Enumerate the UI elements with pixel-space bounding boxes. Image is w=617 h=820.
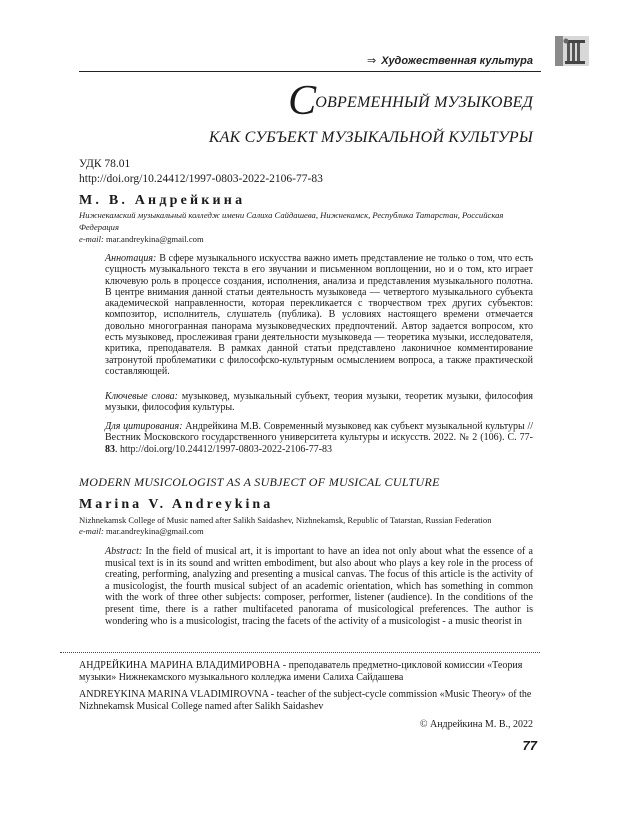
citation-doi: . http://doi.org/10.24412/1997-0803-2022-2106-77-83 — [115, 443, 333, 455]
journal-logo-icon — [555, 34, 589, 68]
doi-link[interactable]: http://doi.org/10.24412/1997-0803-2022-2106-77-83 — [79, 173, 323, 185]
section-title — [367, 54, 533, 67]
page-number: 77 — [522, 738, 537, 753]
author-affiliation-ru: Нижнекамский музыкальный колледж имени Салиха Сайдашева, Нижнекамск, Республика Татарстан, Российская Федерация — [79, 210, 504, 232]
citation-ru — [105, 421, 533, 455]
running-header — [79, 52, 541, 72]
citation-text: Андрейкина М.В. Современный музыковед как субъект музыкальной культуры // Вестник Московского государственного университета культуры и искусств. 2022. № 2 (106). С. 77- — [105, 421, 533, 444]
footnote-ru: АНДРЕЙКИНА МАРИНА ВЛАДИМИРОВНА - преподаватель предметно-цикловой комиссии «Теория музыки» Нижнекамского музыкального колледжа имени Салиха Сайдашева — [79, 660, 523, 683]
article-title-en: MODERN MUSICOLOGIST AS A SUBJECT OF MUSICAL CULTURE — [79, 475, 440, 489]
email-value[interactable]: mar.andreykina@gmail.com — [105, 234, 204, 244]
copyright: © Андрейкина М. В., 2022 — [419, 719, 533, 730]
keywords-label: Ключевые слова: — [105, 391, 179, 402]
keywords-ru — [105, 391, 533, 414]
email-label: e-mail: — [79, 234, 104, 244]
author-name-en: Marina V. Andreykina — [79, 497, 274, 512]
author-email-ru — [79, 234, 204, 245]
title-line-1-text: ОВРЕМЕННЫЙ МУЗЫКОВЕД — [315, 94, 533, 111]
udc-block — [79, 157, 323, 187]
author-name-ru: М. В. Андрейкина — [79, 193, 246, 208]
article-title-line-2: КАК СУБЪЕКТ МУЗЫКАЛЬНОЙ КУЛЬТУРЫ — [208, 129, 533, 146]
author-email-en — [79, 526, 492, 537]
footnote-en: ANDREYKINA MARINA VLADIMIROVNA - teacher of the subject-cycle commission «Music Theory» of the Nizhnekamsk Musical College named after Salikh Saidashev — [79, 689, 532, 712]
citation-pages: 83 — [105, 443, 115, 455]
email-label-en: e-mail: — [79, 526, 104, 536]
abstract-label: Аннотация: — [105, 253, 157, 264]
abstract-text: В сфере музыкального искусства важно иметь представление не только о том, что есть сущность музыкального текста в его звучании и письменном воплощении, но и о том, кто играет ключевую роль в процессе создания, исполнения, анализа и представления музыкального полотна. В центре внимания данной статьи деятельность музыковеда — четвертого музыкального субъекта академической направленности, которая перекликается с творчеством трех других субъектов: композитор, исполнитель, слушатель (публика). В условиях настоящего времени отмечается довольно многогранная панорама музыковедческих предпочтений. Автор задается вопросом, кто есть музыковед, прослеживая грани деятельности музыковеда — теоретика музыки, исследователя, критика, преподавателя. В рамках данной статьи представлено лаконичное комментирование затронутой проблематики с философско-культурным осмыслением вопроса, а также практической составляющей. — [105, 253, 534, 377]
arrow-icon: ⇒ — [366, 55, 377, 67]
footnote-divider — [60, 652, 540, 653]
author-affiliation-en — [79, 515, 492, 537]
abstract-en — [105, 546, 533, 627]
keywords-text: музыковед, музыкальный субъект, теория музыки, теоретик музыки, философия музыки, философия культуры. — [105, 391, 533, 414]
abstract-label-en: Abstract: — [105, 546, 143, 557]
citation-label: Для цитирования: — [105, 421, 183, 432]
udc-code: УДК 78.01 — [79, 158, 131, 170]
email-value-en[interactable]: mar.andreykina@gmail.com — [105, 526, 204, 536]
title-initial: С — [288, 78, 317, 124]
abstract-text-en: In the field of musical art, it is important to have an idea not only about what the essence of a musical text is in its sound and written embodiment, but also about who plays a key role in the process of creating, performing, analyzing and presenting a musical canvas. The focus of this article is the activity of a musicologist, the fourth musical subject of an academic orientation, which has something in common with the work of three other subjects: composer, performer, listener (audience). In the conditions of the present time, there is a rather multifaceted panorama of musicological preferences. The author is wondering who is a musicologist, tracing the facets of the activity of a musicologist - a music theorist in — [105, 546, 533, 627]
article-title-line-1 — [79, 78, 533, 124]
affiliation-en-text: Nizhnekamsk College of Music named after Salikh Saidashev, Nizhnekamsk, Republic of Tatarstan, Russian Federation — [79, 515, 492, 525]
abstract-ru — [105, 253, 533, 377]
section-label: Художественная культура — [381, 55, 533, 67]
